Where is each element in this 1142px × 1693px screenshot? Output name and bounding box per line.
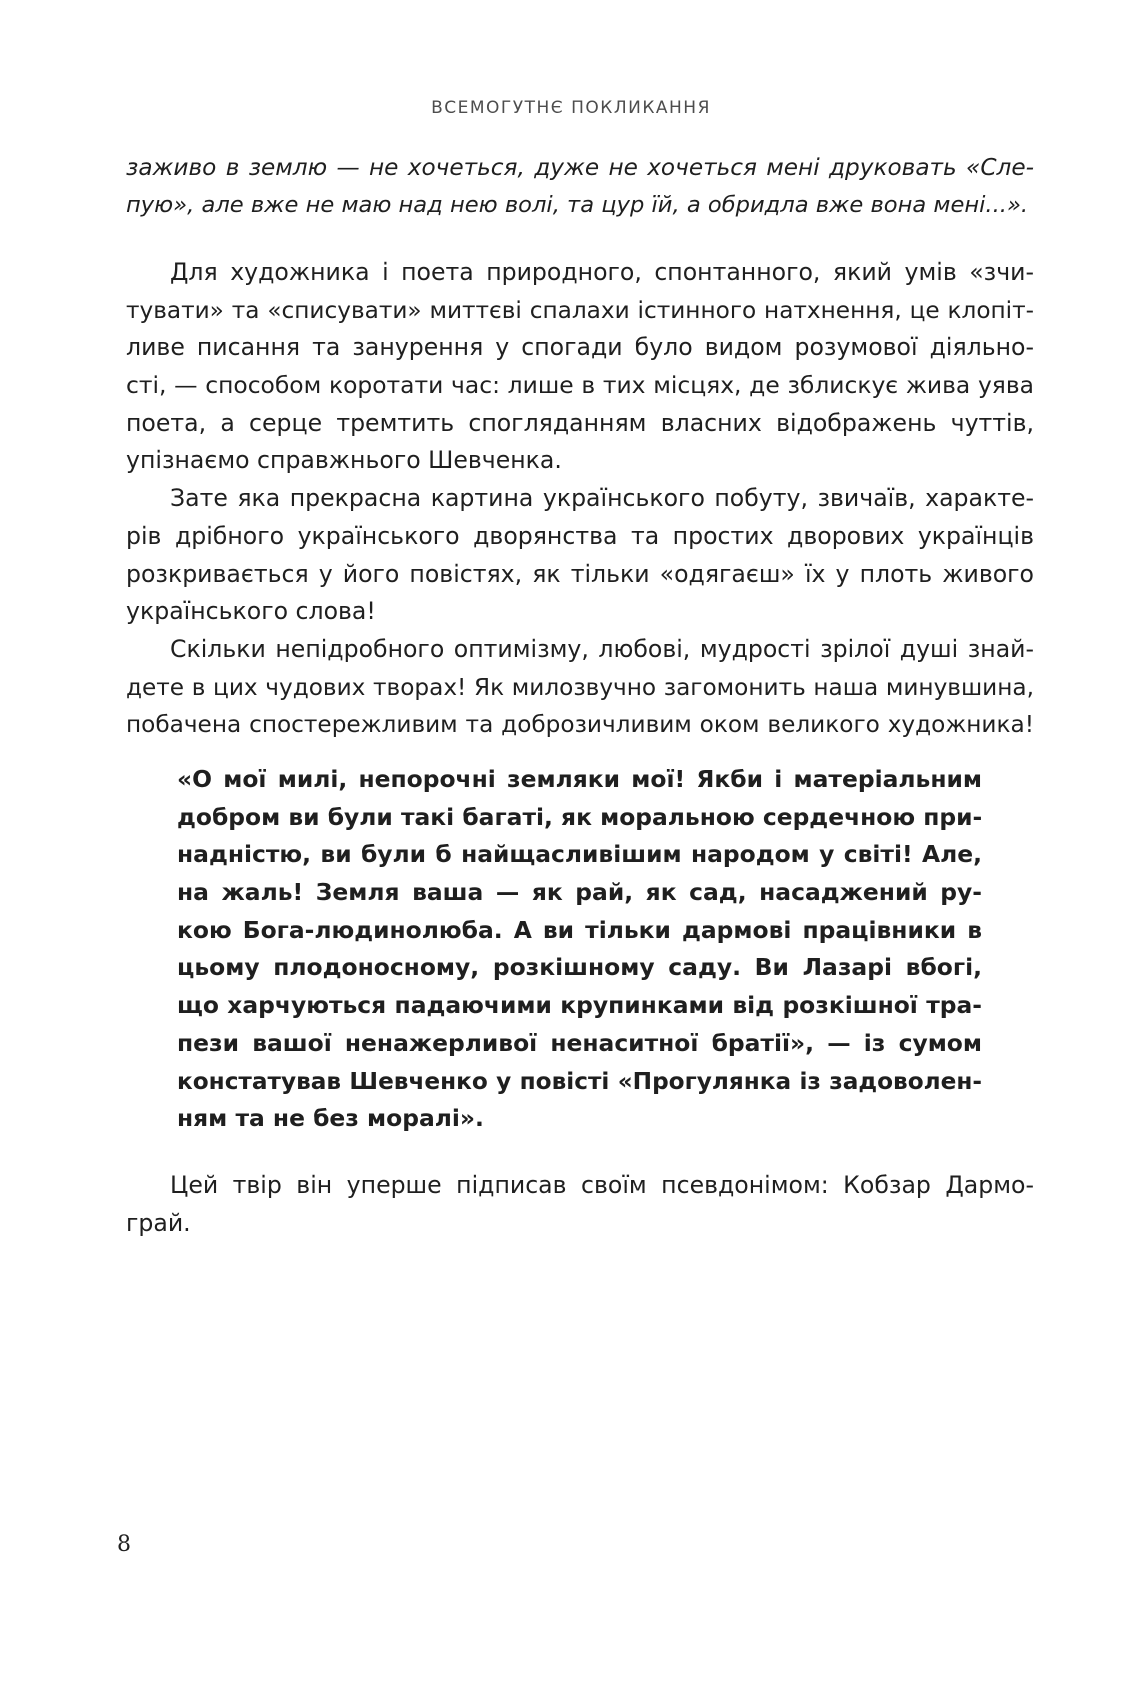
text-line: поета, а серце тремтить спогляданням власних відображень чуттів, bbox=[126, 408, 1034, 437]
text-line: на жаль! Земля ваша — як рай, як сад, насаджений ру- bbox=[177, 878, 982, 907]
running-head: ВСЕМОГУТНЄ ПОКЛИКАННЯ bbox=[431, 98, 711, 118]
text-line: «О мої милі, непорочні земляки мої! Якби і матеріальним bbox=[177, 765, 982, 793]
text-line: побачена спостережливим та доброзичливим оком великого художника! bbox=[126, 711, 1034, 739]
text-line: заживо в землю — не хочеться, дуже не хочеться мені друковать «Сле- bbox=[126, 154, 1034, 181]
text-line: констатував Шевченко у повісті «Прогулянка із задоволен- bbox=[177, 1067, 982, 1095]
text-line: Зате яка прекрасна картина українського побуту, звичаїв, характе- bbox=[170, 484, 1034, 513]
text-line: Цей твір він уперше підписав своїм псевдонімом: Кобзар Дармо- bbox=[170, 1171, 1034, 1199]
text-line: ливе писання та занурення у спогади було видом розумової діяльно- bbox=[126, 333, 1034, 362]
block-quote bbox=[177, 761, 982, 1138]
text-line: ням та не без моралі». bbox=[177, 1104, 484, 1133]
text-line: цьому плодоносному, розкішному саду. Ви Лазарі вбогі, bbox=[177, 953, 982, 982]
page-number: 8 bbox=[117, 1532, 131, 1557]
intro-quote-fragment bbox=[126, 149, 1034, 224]
text-line: розкривається у його повістях, як тільки «одягаєш» їх у плоть живого bbox=[126, 559, 1034, 588]
text-line: українського слова! bbox=[126, 597, 376, 626]
text-line: грай. bbox=[126, 1208, 191, 1237]
text-line: Скільки непідробного оптимізму, любові, мудрості зрілої душі знай- bbox=[170, 634, 1034, 663]
text-line: рів дрібного українського дворянства та простих дворових українців bbox=[126, 521, 1034, 550]
text-line: пези вашої ненажерливої ненаситної братії», — із сумом bbox=[177, 1028, 982, 1057]
text-line: кою Бога-людинолюба. А ви тільки дармові працівники в bbox=[177, 915, 982, 944]
text-line: упізнаємо справжнього Шевченка. bbox=[126, 446, 562, 475]
body-text bbox=[126, 254, 1034, 744]
text-line: пую», але вже не маю над нею волі, та цур їй, а обридла вже вона мені...». bbox=[126, 191, 1029, 218]
closing-paragraph bbox=[126, 1167, 1034, 1242]
text-line: тувати» та «списувати» миттєві спалахи істинного натхнення, це клопіт- bbox=[126, 296, 1034, 324]
text-line: дете в цих чудових творах! Як милозвучно загомонить наша минувшина, bbox=[126, 673, 1034, 701]
text-line: Для художника і поета природного, спонтанного, який умів «зчи- bbox=[170, 258, 1034, 286]
text-line: добром ви були такі багаті, як моральною сердечною при- bbox=[177, 802, 983, 831]
text-line: що харчуються падаючими крупинками від розкішної тра- bbox=[177, 991, 982, 1020]
text-line: сті, — способом коротати час: лише в тих місцях, де зблискує жива уява bbox=[126, 371, 1034, 400]
text-line: надністю, ви були б найщасливішим народом у світі! Але, bbox=[177, 840, 982, 869]
